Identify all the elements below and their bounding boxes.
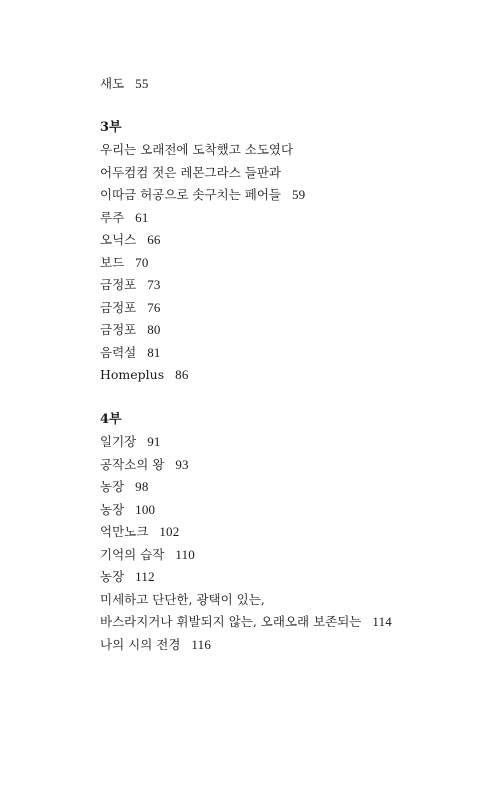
entry-page-number: 66 <box>147 232 161 247</box>
entry-page-number: 73 <box>147 277 161 292</box>
entry-page-number: 80 <box>147 322 161 337</box>
entry-page-number: 55 <box>135 76 149 91</box>
entry-page-number: 116 <box>191 636 212 652</box>
toc-entry <box>100 229 480 252</box>
toc-entry <box>100 297 480 320</box>
entry-page-number: 114 <box>372 614 392 629</box>
entry-title: 루주 <box>100 209 125 225</box>
entry-title: 음력설 <box>100 344 137 360</box>
toc-entry <box>100 342 480 365</box>
part-3-heading: 3부 <box>100 119 122 135</box>
entry-page-number: 93 <box>175 456 189 472</box>
toc-entry <box>100 611 480 634</box>
toc-entry <box>100 499 480 522</box>
entry-page-number: 91 <box>147 434 161 449</box>
toc-entry <box>100 634 480 657</box>
entry-page-number: 70 <box>135 254 149 270</box>
entry-title: 억만노크 <box>100 524 149 539</box>
entry-page-number: 100 <box>135 501 156 517</box>
section-gap <box>100 96 480 117</box>
entry-page-number: 98 <box>135 479 149 494</box>
toc-entry <box>100 139 480 162</box>
entry-page-number: 110 <box>175 546 195 562</box>
table-of-contents <box>100 73 480 656</box>
entry-title: 농장 <box>100 501 125 517</box>
entry-page-number: 81 <box>147 344 161 360</box>
toc-entry <box>100 73 480 96</box>
toc-entry <box>100 476 480 499</box>
toc-entry <box>100 364 480 387</box>
entry-page-number: 76 <box>147 299 161 315</box>
toc-entry <box>100 162 480 185</box>
entry-title: 보드 <box>100 254 125 270</box>
entry-title: 농장 <box>100 479 125 494</box>
entry-title: 일기장 <box>100 434 137 449</box>
entry-title: 어두컴컴 젓은 레몬그라스 들판과 <box>100 164 281 180</box>
toc-entry <box>100 454 480 477</box>
entry-page-number: 102 <box>159 524 180 539</box>
toc-entry <box>100 207 480 230</box>
entry-title: 금정포 <box>100 299 137 315</box>
entry-title: 금정포 <box>100 277 137 292</box>
toc-entry <box>100 589 480 612</box>
entry-title: 오닉스 <box>100 232 137 247</box>
entry-page-number: 86 <box>175 367 189 382</box>
entry-title: 금정포 <box>100 322 137 337</box>
toc-entry <box>100 274 480 297</box>
entry-title: 우리는 오래전에 도착했고 소도였다 <box>100 142 294 157</box>
toc-entry <box>100 521 480 544</box>
entry-page-number: 112 <box>135 569 155 584</box>
entry-title: 공작소의 왕 <box>100 456 165 472</box>
section-gap <box>100 387 480 409</box>
toc-entry <box>100 544 480 567</box>
entry-title: Homeplus <box>100 367 165 382</box>
entry-title: 농장 <box>100 569 125 584</box>
entry-title: 나의 시의 전경 <box>100 636 181 652</box>
entry-title: 이따금 허공으로 솟구치는 페어들 <box>100 187 281 202</box>
entry-title: 미세하고 단단한, 광택이 있는, <box>100 591 265 607</box>
toc-entry <box>100 252 480 275</box>
toc-entry <box>100 184 480 207</box>
entry-page-number: 61 <box>135 209 149 225</box>
toc-entry <box>100 319 480 342</box>
entry-title: 바스라지거나 휘발되지 않는, 오래오래 보존되는 <box>100 614 362 629</box>
entry-title: 새도 <box>100 76 125 91</box>
entry-page-number: 59 <box>291 187 306 202</box>
toc-entry <box>100 566 480 589</box>
toc-entry <box>100 431 480 454</box>
part-4-heading: 4부 <box>100 411 122 427</box>
entry-title: 기억의 습작 <box>100 546 165 562</box>
